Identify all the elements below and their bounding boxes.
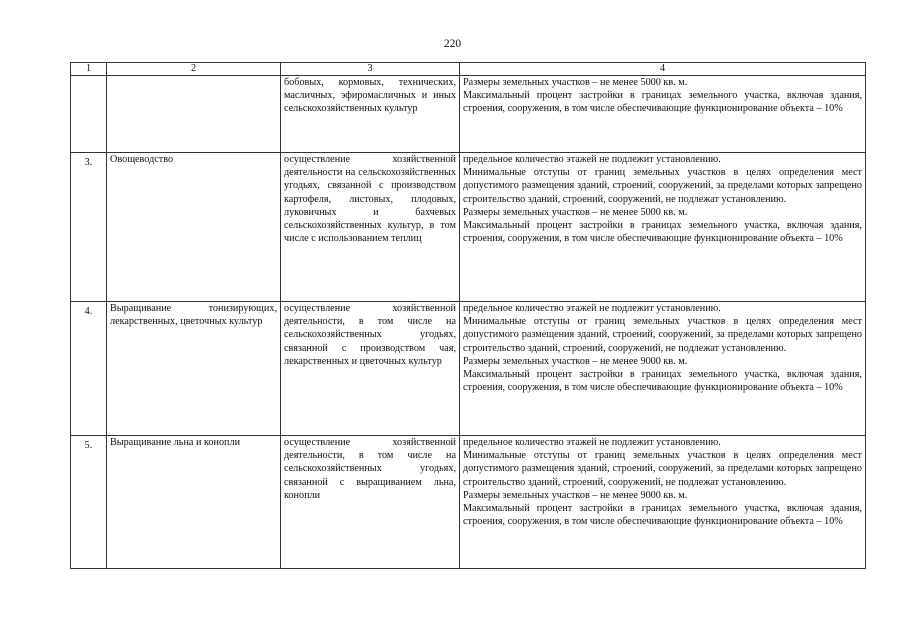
land-use-name: Выращивание тонизирующих, лекарственных, цветочных культур bbox=[107, 302, 281, 436]
column-header-2: 2 bbox=[107, 63, 281, 76]
parameter-paragraph: Максимальный процент застройки в границах земельного участка, включая здания, строения, сооружения, в том числе обеспечивающие функционирование объекта – 10% bbox=[463, 503, 862, 528]
land-use-description: бобовых, кормовых, технических, масличных, эфиромасличных и иных сельскохозяйственных культур bbox=[281, 76, 460, 153]
parameter-paragraph: предельное количество этажей не подлежит установлению. bbox=[463, 437, 721, 448]
parameters-cell bbox=[460, 153, 866, 302]
land-use-table bbox=[70, 62, 866, 569]
row-number: 4. bbox=[71, 302, 107, 436]
table-row bbox=[71, 153, 866, 302]
parameter-paragraph: Минимальные отступы от границ земельных участков в целях определения мест допустимого размещения зданий, строений, сооружений, за пределами которых запрещено строительство зданий, строений, сооружений, не подлежат установлению. bbox=[463, 450, 862, 488]
row-number: 3. bbox=[71, 153, 107, 302]
parameter-paragraph: предельное количество этажей не подлежит установлению. bbox=[463, 303, 721, 314]
land-use-name bbox=[107, 76, 281, 153]
column-header-1: 1 bbox=[71, 63, 107, 76]
parameters-cell bbox=[460, 302, 866, 436]
parameter-paragraph: Размеры земельных участков – не менее 5000 кв. м. bbox=[463, 206, 688, 218]
land-use-description: осуществление хозяйственной деятельности на сельскохозяйственных угодьях, связанной с производством картофеля, листовых, плодовых, луковичных и бахчевых сельскохозяйственных культур, в том числе с использованием теплиц bbox=[281, 153, 460, 302]
row-number: 5. bbox=[71, 436, 107, 569]
parameters-cell bbox=[460, 436, 866, 569]
land-use-name: Выращивание льна и конопли bbox=[107, 436, 281, 569]
page-number: 220 bbox=[443, 38, 462, 50]
column-header-4: 4 bbox=[460, 63, 866, 76]
parameter-paragraph: Размеры земельных участков – не менее 9000 кв. м. bbox=[463, 355, 688, 367]
parameter-paragraph: Максимальный процент застройки в границах земельного участка, включая здания, строения, сооружения, в том числе обеспечивающие функционирование объекта – 10% bbox=[463, 220, 862, 245]
parameter-paragraph: Максимальный процент застройки в границах земельного участка, включая здания, строения, сооружения, в том числе обеспечивающие функционирование объекта – 10% bbox=[463, 90, 862, 115]
parameters-cell bbox=[460, 76, 866, 153]
parameter-paragraph: Размеры земельных участков – не менее 9000 кв. м. bbox=[463, 489, 688, 501]
table-row bbox=[71, 436, 866, 569]
table-row bbox=[71, 76, 866, 153]
table-row bbox=[71, 302, 866, 436]
row-number bbox=[71, 76, 107, 153]
column-header-3: 3 bbox=[281, 63, 460, 76]
column-number-row bbox=[71, 63, 866, 76]
parameter-paragraph: предельное количество этажей не подлежит установлению. bbox=[463, 154, 721, 165]
parameter-paragraph: Максимальный процент застройки в границах земельного участка, включая здания, строения, сооружения, в том числе обеспечивающие функционирование объекта – 10% bbox=[463, 369, 862, 394]
land-use-description: осуществление хозяйственной деятельности, в том числе на сельскохозяйственных угодьях, связанной с производством чая, лекарственных и цветочных культур bbox=[281, 302, 460, 436]
parameter-paragraph: Минимальные отступы от границ земельных участков в целях определения мест допустимого размещения зданий, строений, сооружений, за пределами которых запрещено строительство зданий, строений, сооружений, не подлежат установлению. bbox=[463, 167, 862, 205]
land-use-description: осуществление хозяйственной деятельности, в том числе на сельскохозяйственных угодьях, связанной с выращиванием льна, конопли bbox=[281, 436, 460, 569]
parameter-paragraph: Минимальные отступы от границ земельных участков в целях определения мест допустимого размещения зданий, строений, сооружений, за пределами которых запрещено строительство зданий, строений, сооружений, не подлежат установлению. bbox=[463, 316, 862, 354]
land-use-name: Овощеводство bbox=[107, 153, 281, 302]
parameter-paragraph: Размеры земельных участков – не менее 5000 кв. м. bbox=[463, 77, 688, 88]
